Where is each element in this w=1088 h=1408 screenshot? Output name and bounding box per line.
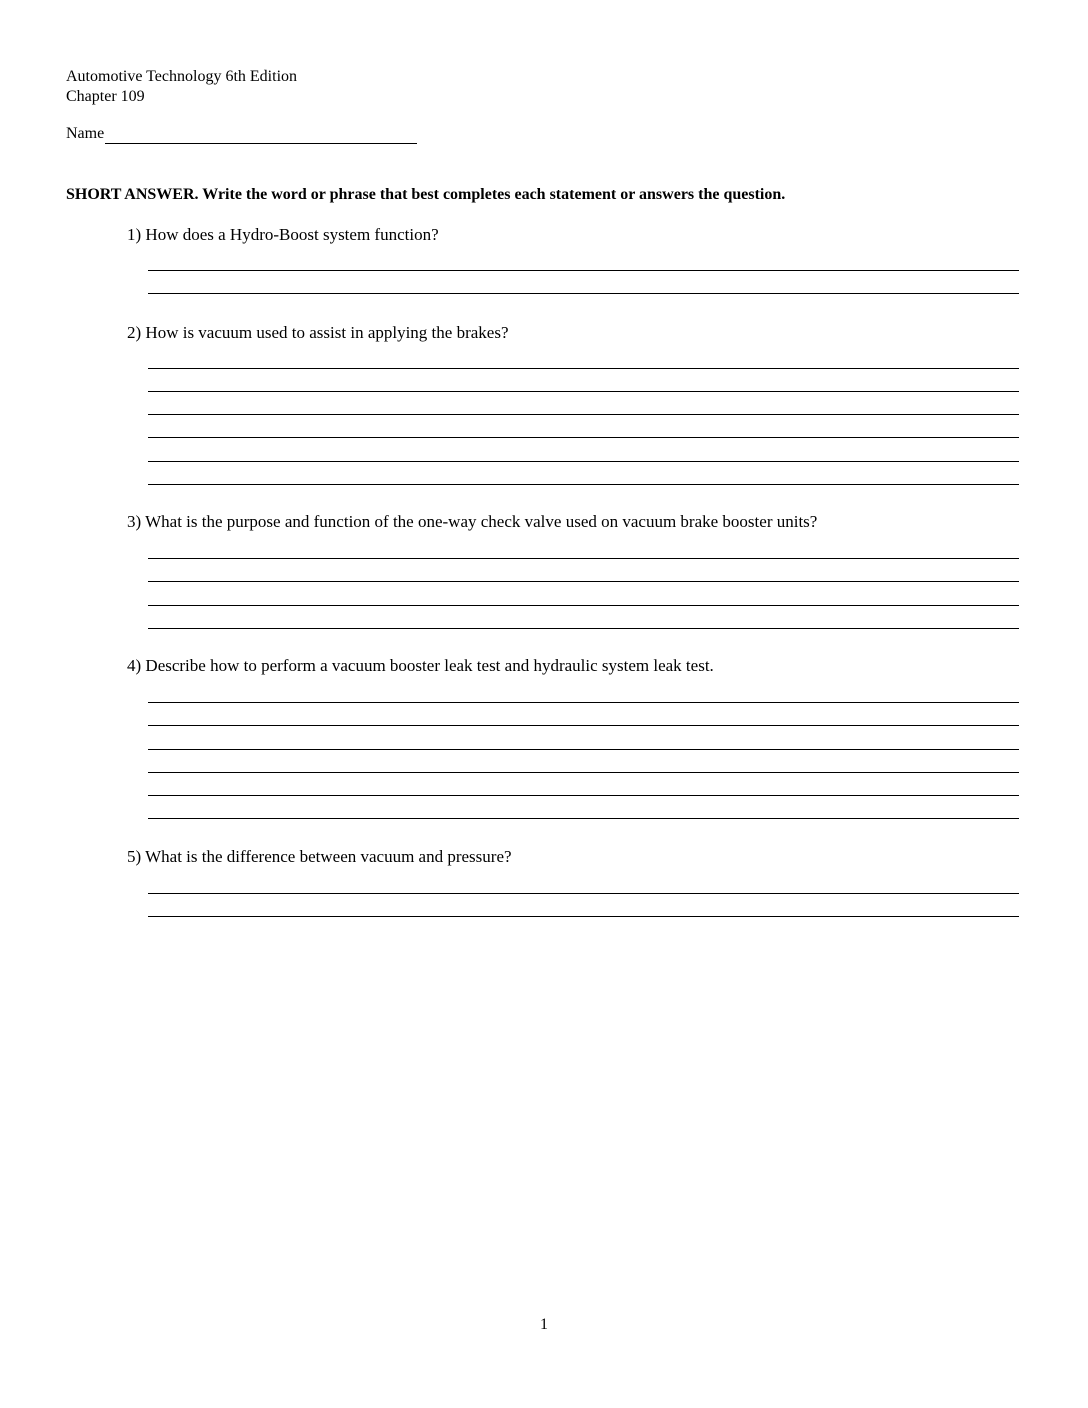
instructions-text: SHORT ANSWER. Write the word or phrase that best completes each statement or answers the question. (66, 186, 786, 203)
question-5: 5) What is the difference between vacuum and pressure? (127, 847, 512, 866)
answer-line-q2-5[interactable] (148, 461, 1019, 462)
answer-line-q4-3[interactable] (148, 749, 1019, 750)
answer-line-q4-6[interactable] (148, 818, 1019, 819)
name-field[interactable] (66, 124, 417, 144)
name-label: Name (66, 125, 105, 142)
answer-line-q4-4[interactable] (148, 772, 1019, 773)
question-4: 4) Describe how to perform a vacuum booster leak test and hydraulic system leak test. (127, 656, 714, 675)
chapter-label: Chapter 109 (66, 88, 145, 105)
answer-line-q5-1[interactable] (148, 893, 1019, 894)
answer-line-q4-5[interactable] (148, 795, 1019, 796)
answer-line-q3-2[interactable] (148, 581, 1019, 582)
answer-line-q4-2[interactable] (148, 725, 1019, 726)
answer-line-q2-2[interactable] (148, 391, 1019, 392)
name-blank-line[interactable] (105, 125, 417, 144)
answer-line-q2-1[interactable] (148, 368, 1019, 369)
answer-line-q3-4[interactable] (148, 628, 1019, 629)
answer-line-q3-1[interactable] (148, 558, 1019, 559)
page-number: 1 (540, 1316, 548, 1333)
answer-line-q3-3[interactable] (148, 605, 1019, 606)
answer-line-q2-6[interactable] (148, 484, 1019, 485)
answer-line-q5-2[interactable] (148, 916, 1019, 917)
answer-line-q2-4[interactable] (148, 437, 1019, 438)
question-3: 3) What is the purpose and function of the one-way check valve used on vacuum brake booster units? (127, 512, 818, 531)
answer-line-q1-2[interactable] (148, 293, 1019, 294)
answer-line-q4-1[interactable] (148, 702, 1019, 703)
book-title: Automotive Technology 6th Edition (66, 68, 298, 85)
question-1: 1) How does a Hydro-Boost system function? (127, 225, 439, 244)
question-2: 2) How is vacuum used to assist in applying the brakes? (127, 323, 509, 342)
answer-line-q2-3[interactable] (148, 414, 1019, 415)
answer-line-q1-1[interactable] (148, 270, 1019, 271)
